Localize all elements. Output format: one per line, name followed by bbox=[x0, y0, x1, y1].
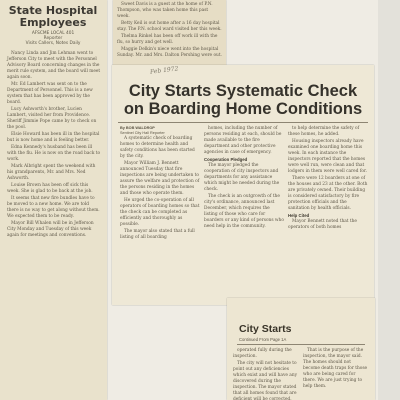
main-headline-line2: on Boarding Home Conditions bbox=[123, 100, 363, 118]
adjacent-page-edge bbox=[378, 0, 400, 400]
main-paragraph: The mayor also stated that a full listing of all boarding bbox=[120, 229, 195, 240]
bottom-column-1 bbox=[233, 348, 299, 400]
main-column-1 bbox=[120, 136, 200, 242]
subhead-cooperation: Cooperation Pledged bbox=[204, 157, 248, 162]
left-paragraph: Louise Brown has been off sick this week. She is glad to be back at the job. bbox=[7, 183, 93, 194]
left-paragraph: Mr. Ed Lambert was sent on to the Department of Personnel. This is a new system that has been approved by the board. bbox=[7, 82, 93, 105]
main-paragraph: homes, including the number of persons residing at each, should be made available to the fire department and other protective agencies in case of emergency. bbox=[204, 126, 282, 155]
continuation-rule bbox=[237, 344, 365, 345]
main-paragraph: Housing inspectors already have examined one boarding home this week. In each instance the inspectors reported that the homes were well run, were clean and that lodgers in them were well cared for. bbox=[288, 139, 367, 174]
top-paragraph: Betty Keil is out home after a 16 day hospital stay. The P.N. school ward visited her this week. bbox=[117, 21, 222, 32]
main-column-2 bbox=[204, 126, 284, 231]
left-body-text bbox=[7, 51, 101, 240]
left-paragraph: Lucy Ashworth's brother, Lucien Lambert, visited her from Providence. Sheriff Jimmie Pope came by to check on the pool. bbox=[7, 107, 97, 130]
bottom-newspaper-clipping bbox=[227, 298, 375, 400]
continued-from-label: Continued From Page 1A bbox=[239, 337, 287, 342]
left-subhead-1: AFSCME LOCAL 401 bbox=[31, 31, 75, 36]
bottom-column-2 bbox=[303, 348, 369, 391]
left-subhead-2: Reporter bbox=[43, 36, 63, 41]
subhead-help-cited: Help Cited bbox=[288, 213, 310, 218]
main-paragraph: Mayor William J. Bennett announced Tuesday that fire inspections are being undertaken to assure the welfare and protection of the persons residing in the homes and those who operate them. bbox=[120, 161, 200, 196]
bottom-paragraph: That is the purpose of the inspection, the mayor said. The homes should not become death traps for those who are being cared for there. We are just trying to help them. bbox=[303, 348, 368, 389]
main-column-3 bbox=[288, 126, 368, 232]
left-paragraph: Edna Kennedy's husband has been ill with the flu. He is now on the road back to work. bbox=[7, 145, 101, 162]
left-paragraph: Elsie Howard has been ill in the hospital but is now home and is feeling better. bbox=[7, 132, 100, 143]
bottom-paragraph: operated fully during the inspection. bbox=[233, 348, 292, 359]
main-paragraph: Mayor Bennett noted that the operators of both homes bbox=[288, 219, 357, 230]
byline-author: By BOB WALDROP bbox=[120, 126, 155, 130]
main-paragraph: He urged the co-operation of all operators of boarding homes so that the check can be completed as efficiently and thoroughly as possible. bbox=[120, 198, 200, 227]
left-paragraph: Nancy Linda and Jim Lehman went to Jefferson City to meet with the Personnel Advisory Board concerning changes in the merit rule system, and the board will meet again soon. bbox=[7, 51, 101, 80]
main-paragraph: to help determine the safety of these homes, he added. bbox=[288, 126, 360, 137]
main-paragraph: The check is an outgrowth of the city's ordinance, announced last December, which requires the listing of those who care for boarders or any kind of persons who need help in the community. bbox=[204, 194, 284, 229]
top-paragraph: Sweet Davis is a guest at the home of P.N. Thompson, who was taken home this past week. bbox=[117, 2, 213, 19]
left-newspaper-clipping bbox=[0, 0, 107, 400]
byline bbox=[120, 126, 200, 135]
main-headline-line1: City Starts Systematic Check bbox=[128, 82, 358, 100]
top-paragraph: Maggie Delkin's niece went into the hospital Sunday. Mr. and Mrs. Dalton Pershing were out. bbox=[117, 47, 222, 58]
left-subhead-3: Visits Callers, Notes Daily bbox=[25, 41, 81, 46]
headline-rule bbox=[118, 122, 368, 123]
bottom-paragraph: The city will not hesitate to point out any deficiencies which exist and will have any discovered during the inspection. The mayor stated that all homes found that are deficient will be corrected. bbox=[233, 361, 298, 400]
left-paragraph: It seems that new fire bundles have to be moved to a new home. We are told there is no way to get along without them. We expected them to be ready. bbox=[7, 196, 100, 219]
left-paragraph: Mayor Bill Whalen will be in Jefferson City Monday and Tuesday of this week again for meetings and conventions. bbox=[7, 221, 94, 238]
left-headline-line2: Employees bbox=[19, 16, 87, 29]
byline-role: Sentinel City Hall Reporter bbox=[120, 130, 165, 135]
main-newspaper-clipping bbox=[112, 65, 374, 305]
top-paragraph: Thelma Rinkel has been off work ill with the flu, so hurry and get well. bbox=[117, 34, 218, 45]
left-paragraph: Mark Albright spent the weekend with his grandparents, Mr. and Mrs. Ned Ashworth. bbox=[7, 164, 96, 181]
top-body-text bbox=[117, 2, 222, 60]
main-headline bbox=[118, 82, 368, 118]
left-headline-line1: State Hospital bbox=[8, 4, 98, 17]
main-paragraph: There were 12 boarders at one of the houses and 23 at the other. Both are privately owned. Their building is considered satisfactory by fire protection officials and the sanitation by health officials. bbox=[288, 176, 368, 211]
top-newspaper-clipping bbox=[113, 0, 226, 69]
continuation-headline: City Starts bbox=[239, 323, 292, 335]
main-paragraph: The mayor pledged the cooperation of city inspectors and departments for any assistance which might be needed during the check. bbox=[204, 163, 280, 192]
main-paragraph: A systematic check of boarding homes to determine health and safety conditions has been started by the city. bbox=[120, 136, 195, 159]
handwritten-date: Feb 1972 bbox=[149, 65, 179, 76]
